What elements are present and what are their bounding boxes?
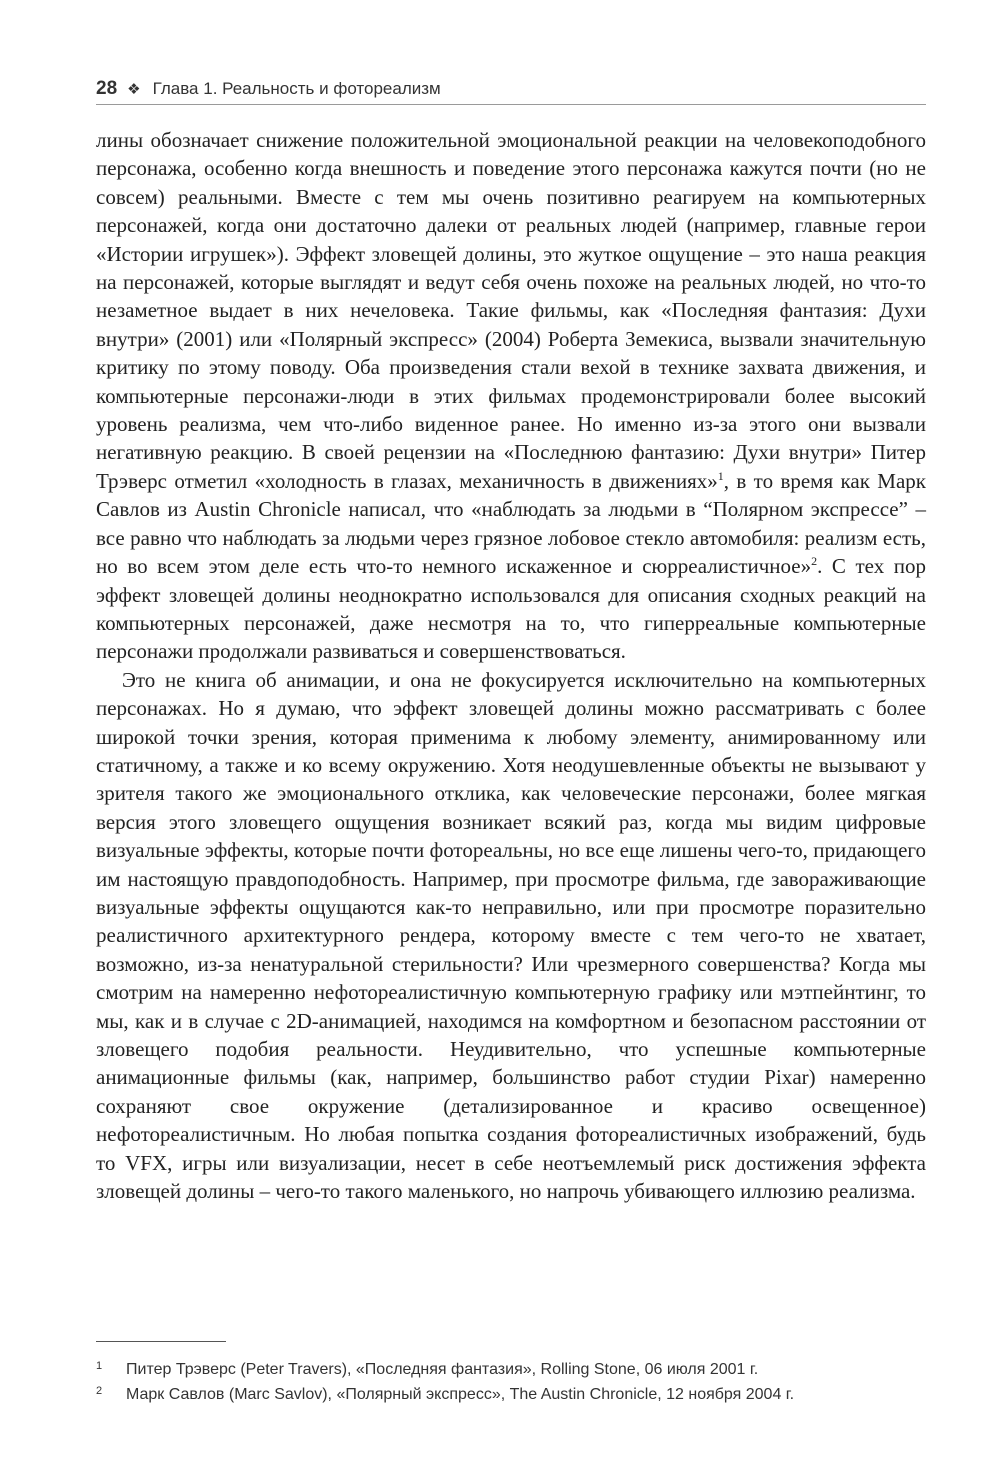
paragraph-1-part-a: лины обозначает снижение положительной эмоциональной реакции на человекоподобного персонажа, особенно когда внешность и поведение этого персонажа кажутся почти (но не совсем) реальными. Вместе с тем мы очень позитивно реагируем на компьютерных персонажей, когда они достаточно далеки от реальных людей (например, главные герои «Истории игрушек»). Эффект зловещей долины, это жуткое ощущение – это наша реакция на персонажей, которые выглядят и ведут себя очень похоже на реальных людей, но что-то незаметное выдает в них нечеловека. Такие фильмы, как «Последняя фантазия: Духи внутри» (2001) или «Полярный экспресс» (2004) Роберта Земекиса, вызвали значительную критику по этому поводу. Оба произведения стали вехой в технике захвата движения, и компьютерные персонажи-люди в этих фильмах продемонстрировали более высокий уровень реализма, чем что-либо виденное ранее. Но именно из-за этого они вызвали негативную реакцию. В своей рецензии на «Последнюю фантазию: Духи внутри» Питер Трэверс отметил «холодность в глазах, механичность в движениях» <box>96 128 926 493</box>
footnote-ref-1[interactable]: 1 <box>717 468 724 483</box>
footnote-1 <box>96 1357 926 1382</box>
body-text <box>96 126 926 1205</box>
paragraph-1 <box>96 126 926 666</box>
paragraph-2: Это не книга об анимации, и она не фокусируется исключительно на компьютерных персонажах. Но я думаю, что эффект зловещей долины можно рассматривать с более широкой точки зрения, которая применима к любому элементу, анимированному или статичному, а также и ко всему окружению. Хотя неодушевленные объекты не вызывают у зрителя такого же эмоционального отклика, как человеческие персонажи, более мягкая версия этого зловещего ощущения возникает всякий раз, когда мы видим цифровые визуальные эффекты, которые почти фотореальны, но все еще лишены чего-то, придающего им настоящую правдоподобность. Например, при просмотре фильма, где завораживающие визуальные эффекты ощущаются как-то неправильно, или при просмотре поразительно реалистичного архитектурного рендера, которому вместе с тем чего-то не хватает, возможно, из-за ненатуральной стерильности? Или чрезмерного совершенства? Когда мы смотрим на намеренно нефотореалистичную компьютерную графику или мэтпейнтинг, то мы, как и в случае с 2D-анимацией, находимся на комфортном и безопасном расстоянии от зловещего подобия реальности. Неудивительно, что успешные компьютерные анимационные фильмы (как, например, большинство работ студии Pixar) намеренно сохраняют свое окружение (детализированное и красиво освещенное) нефотореалистичным. Но любая попытка создания фотореалистичных изображений, будь то VFX, игры или визуализации, несет в себе неотъемлемый риск достижения эффекта зловещей долины – чего-то такого маленького, но напрочь убивающего иллюзию реализма. <box>96 667 926 1204</box>
ornament-icon: ❖ <box>127 81 141 98</box>
paragraph-1-part-c: . С тех пор эффект зловещей долины неоднократно использовался для описания сходных реакций на компьютерных персонажей, даже несмотря на то, что гиперреальные компьютерные персонажи продолжали развиваться и совершенствоваться. <box>96 554 927 664</box>
footnote-text: Питер Трэверс (Peter Travers), «Последняя фантазия», Rolling Stone, 06 июля 2001 г. <box>126 1361 759 1378</box>
footnote-text: Марк Савлов (Marc Savlov), «Полярный экспресс», The Austin Chronicle, 12 ноября 2004 г. <box>126 1386 795 1403</box>
running-header <box>96 74 926 105</box>
footnotes <box>96 1357 926 1407</box>
paragraph-1-part-b: , в то время как Марк Савлов из Austin Chronicle написал, что «наблюдать за людьми в “Полярном экспрессе” – все равно что наблюдать за людьми через грязное лобовое стекло автомобиля: реализм есть, но во всем этом деле есть что-то немного искаженное и сюрреалистичное» <box>96 468 927 579</box>
footnote-divider <box>96 1341 226 1342</box>
footnote-number: 2 <box>96 1385 103 1397</box>
chapter-title: Глава 1. Реальность и фотореализм <box>152 79 441 98</box>
footnote-ref-2[interactable]: 2 <box>811 554 818 569</box>
footnote-number: 1 <box>96 1360 103 1372</box>
page-number: 28 <box>96 78 118 99</box>
footnote-2 <box>96 1382 926 1407</box>
